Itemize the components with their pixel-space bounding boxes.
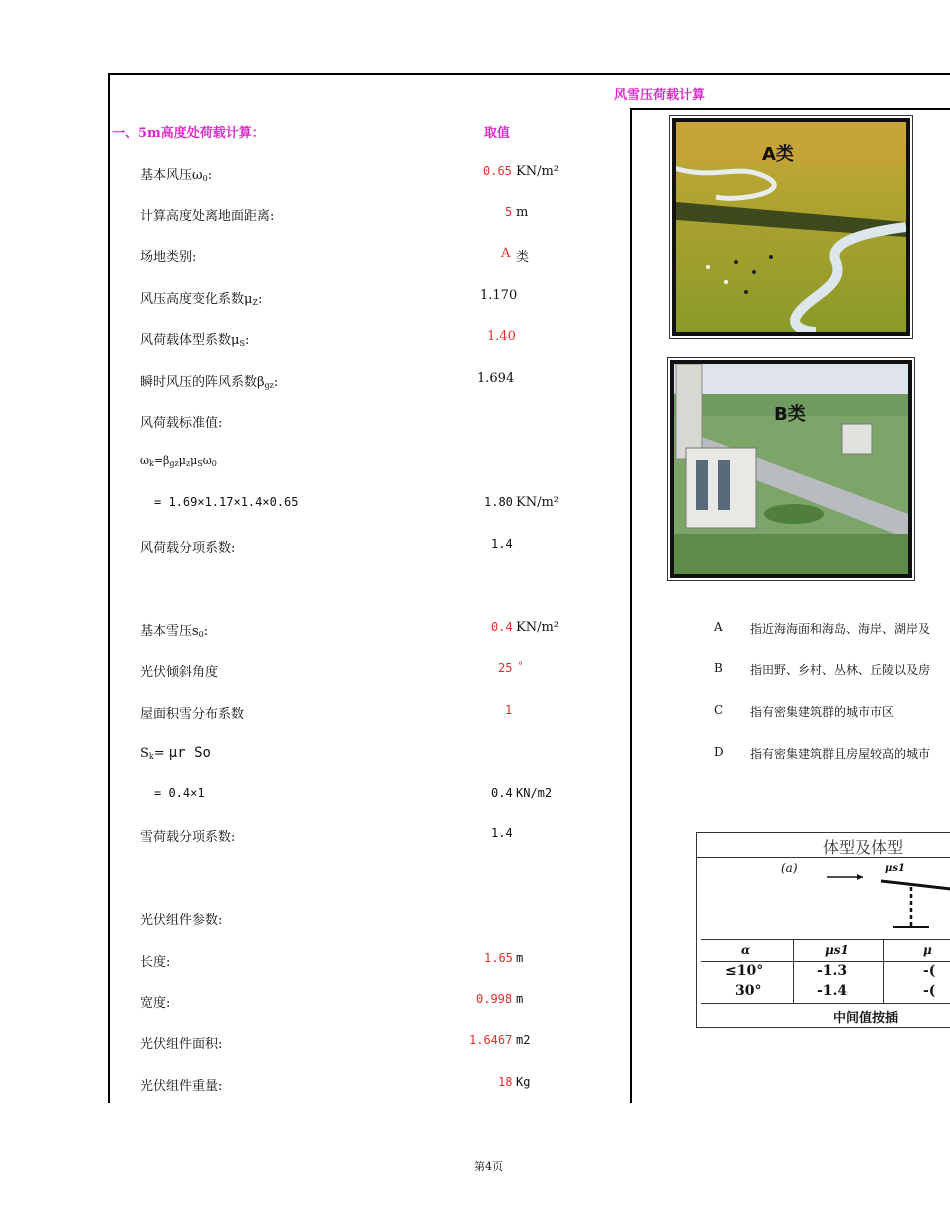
row-label: = 0.4×1 xyxy=(154,786,205,800)
row-value: 1 xyxy=(505,703,513,717)
row-label: 雪荷载分项系数: xyxy=(140,830,236,845)
panel-top-border xyxy=(630,108,950,110)
row-value: 5 xyxy=(505,205,513,219)
row-value: 25 xyxy=(498,661,513,675)
row-height xyxy=(0,205,630,225)
category-row-c xyxy=(630,703,950,723)
alpha-header: α xyxy=(741,943,751,957)
row-tilt-angle xyxy=(0,661,630,681)
category-code: D xyxy=(714,745,724,759)
row-label: 光伏倾斜角度 xyxy=(140,665,219,680)
row-label: 风荷载标准值: xyxy=(140,416,223,431)
row-snow-distribution xyxy=(0,703,630,723)
row-value: A xyxy=(501,246,511,261)
category-code: B xyxy=(714,661,723,675)
row-beta-gz xyxy=(0,371,630,391)
row-site-category xyxy=(0,246,630,266)
page-number: 第4页 xyxy=(474,1160,503,1173)
row-label: 风压高度变化系数$\mu_Z$: xyxy=(140,292,263,307)
row-module-weight xyxy=(0,1075,630,1095)
row-module-params xyxy=(0,909,630,929)
alpha-value: 30° xyxy=(735,983,762,999)
table-col-rule xyxy=(883,939,884,1003)
row-label: 计算高度处离地面距离: xyxy=(140,209,275,224)
row-value: 1.694 xyxy=(477,371,515,386)
shape-coefficient-table xyxy=(696,832,950,1028)
row-label: 屋面积雪分布系数 xyxy=(140,707,245,722)
photo-b-caption: B类 xyxy=(774,404,806,425)
case-label: (a) xyxy=(781,861,798,875)
row-unit: m xyxy=(516,205,529,220)
row-mu-s xyxy=(0,329,630,349)
row-snow-factor xyxy=(0,826,630,846)
row-label: 基本雪压$s_0$: xyxy=(140,624,209,639)
row-unit: KN/m² xyxy=(516,495,560,510)
row-value: 1.40 xyxy=(487,329,516,344)
row-value: 1.4 xyxy=(491,537,513,551)
value-column-header: 取值 xyxy=(484,126,511,141)
row-label: 光伏组件参数: xyxy=(140,913,223,928)
row-unit: m2 xyxy=(516,1033,531,1047)
mu-s2-value: -( xyxy=(923,983,936,999)
row-value: 0.998 xyxy=(476,992,513,1006)
row-snow-formula xyxy=(0,745,630,765)
row-value: 1.80 xyxy=(484,495,513,509)
row-mu-z xyxy=(0,288,630,308)
row-snow-calc xyxy=(0,786,630,806)
roof-diagram xyxy=(697,857,950,937)
row-unit: m xyxy=(516,951,524,965)
alpha-value: ≤10° xyxy=(725,963,764,979)
row-wind-factor xyxy=(0,537,630,557)
row-label: 基本风压$\omega_0$: xyxy=(140,168,213,183)
mu-s1-header: μs1 xyxy=(825,943,849,957)
row-label: 光伏组件重量: xyxy=(140,1079,223,1094)
row-module-length xyxy=(0,951,630,971)
row-wind-calc xyxy=(0,495,630,515)
section-title: 一、5m高度处荷载计算： xyxy=(112,126,265,141)
row-label: 风荷载体型系数$\mu_S$: xyxy=(140,333,250,348)
row-unit: ° xyxy=(518,661,523,672)
photo-category-b xyxy=(670,360,912,578)
row-label: 光伏组件面积: xyxy=(140,1037,223,1052)
row-label: 风荷载分项系数: xyxy=(140,541,236,556)
mu-s2-header: μ xyxy=(923,943,932,957)
row-unit: KN/m² xyxy=(516,164,560,179)
panel-divider xyxy=(630,109,632,1103)
mu-s2-value: -( xyxy=(923,963,936,979)
frame-top-border xyxy=(108,73,950,75)
table-bottom-rule xyxy=(701,1003,950,1004)
row-value: 1.6467 xyxy=(469,1033,513,1047)
table-title: 体型及体型 xyxy=(823,838,904,857)
row-label: 宽度: xyxy=(140,996,171,1011)
category-row-b xyxy=(630,661,950,681)
row-wind-formula xyxy=(0,454,630,474)
category-code: A xyxy=(714,620,723,634)
page-title: 风雪压荷载计算 xyxy=(614,88,706,103)
row-module-area xyxy=(0,1033,630,1053)
mu-s1-diagram-label: μs1 xyxy=(885,863,905,874)
frame-left-border xyxy=(108,73,110,1103)
row-label: 瞬时风压的阵风系数$\beta_{gz}$: xyxy=(140,375,279,390)
row-basic-snow-pressure xyxy=(0,620,630,640)
row-label: 长度: xyxy=(140,955,171,970)
row-unit: KN/m² xyxy=(516,620,560,635)
row-value: 18 xyxy=(498,1075,513,1089)
table-col-rule xyxy=(793,939,794,1003)
table-note: 中间值按插 xyxy=(833,1011,899,1026)
row-value: 1.170 xyxy=(480,288,518,303)
row-label: 场地类别: xyxy=(140,250,197,265)
row-wind-standard xyxy=(0,412,630,432)
photo-category-a xyxy=(672,118,910,336)
table-top-rule xyxy=(701,939,950,940)
row-unit: KN/m2 xyxy=(516,786,553,800)
row-unit: m xyxy=(516,992,524,1006)
row-value: 1.65 xyxy=(484,951,513,965)
row-value: 0.4 xyxy=(491,786,513,800)
row-value: 0.65 xyxy=(483,164,512,178)
table-mid-rule xyxy=(701,961,950,962)
town-image xyxy=(674,364,908,574)
row-basic-wind-pressure xyxy=(0,164,630,184)
row-value: 0.4 xyxy=(491,620,513,634)
category-desc: 指有密集建筑群的城市市区 xyxy=(750,705,895,719)
row-value: 1.4 xyxy=(491,826,513,840)
category-desc: 指有密集建筑群且房屋较高的城市 xyxy=(750,747,931,761)
photo-a-caption: A类 xyxy=(762,144,794,165)
mu-s1-value: -1.3 xyxy=(817,963,848,979)
category-desc: 指田野、乡村、丛林、丘陵以及房 xyxy=(750,663,931,677)
category-row-d xyxy=(630,745,950,765)
category-row-a xyxy=(630,620,950,640)
row-label: $\omega_k=\beta_{gz}\mu_z\mu_S\omega_0$ xyxy=(140,454,217,468)
mu-s1-value: -1.4 xyxy=(817,983,848,999)
category-desc: 指近海海面和海岛、海岸、湖岸及 xyxy=(750,622,931,636)
table-header xyxy=(697,833,950,858)
row-module-width xyxy=(0,992,630,1012)
row-unit: Kg xyxy=(516,1075,531,1089)
row-unit: 类 xyxy=(516,250,530,265)
row-label: $S_k= \mu r$ So xyxy=(140,745,211,761)
category-code: C xyxy=(714,703,724,717)
row-label: = 1.69×1.17×1.4×0.65 xyxy=(154,495,299,509)
